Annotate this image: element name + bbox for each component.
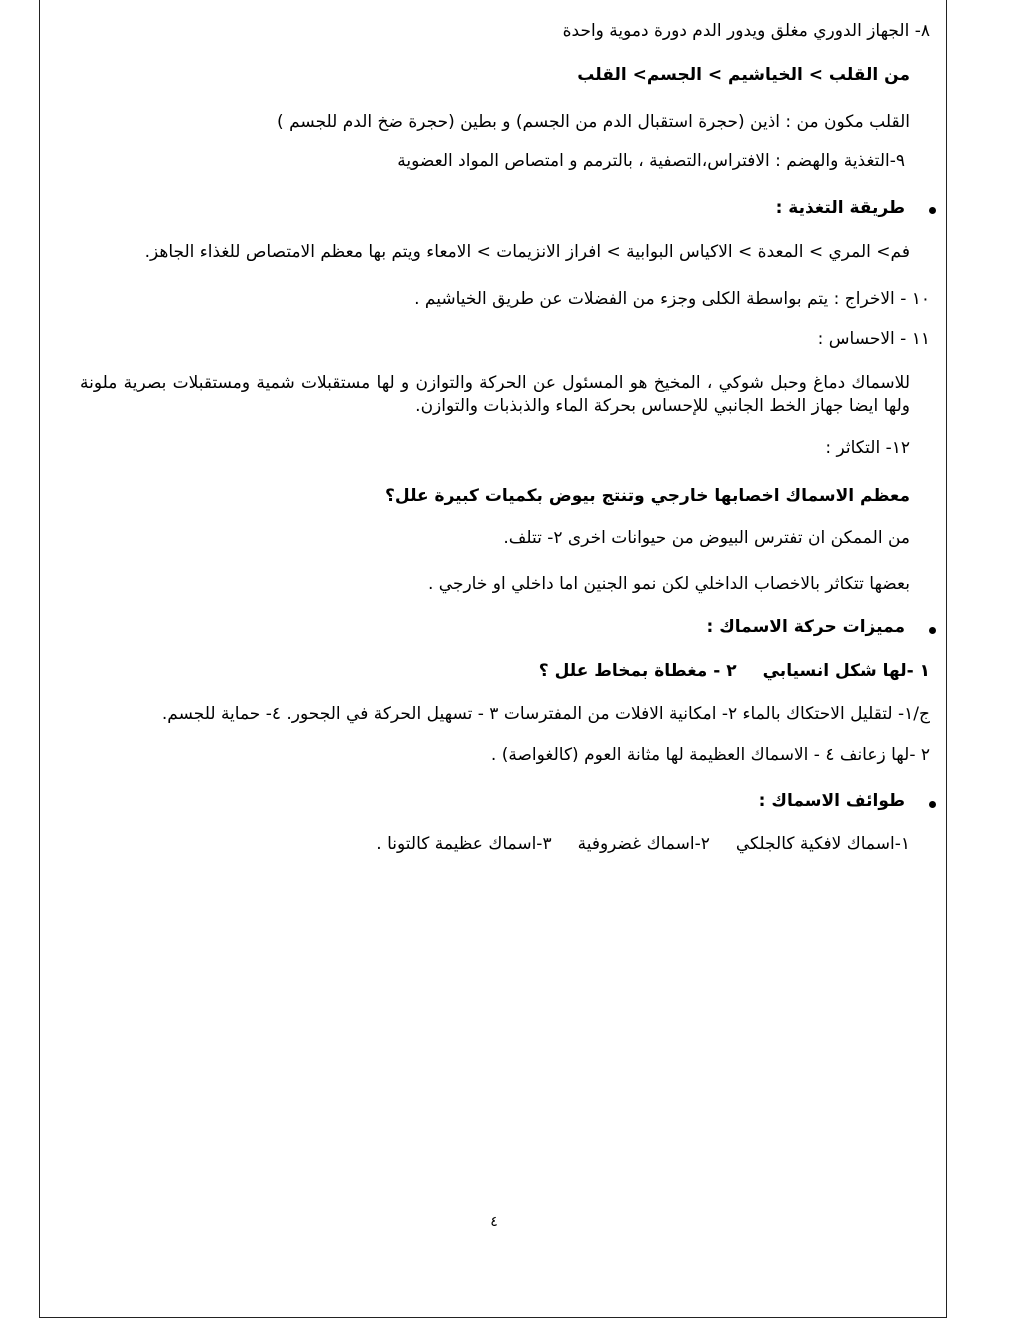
sensation-paragraph: للاسماك دماغ وحبل شوكي ، المخيخ هو المسئول عن الحركة والتوازن و لها مستقبلات شمية ومستقبلات بصرية ملونة ولها ايضا جهاز الخط الجانبي للإحساس بحركة الماء والذبذبات والتوازن.: [80, 373, 910, 416]
digestive-path-line: فم> المري > المعدة > الاكياس البوابية > افراز الانزيمات > الامعاء ويتم بها معظم الامتصاص للغذاء الجاهز.: [144, 242, 910, 262]
fish-groups-line: [376, 833, 910, 855]
bullet-icon: [929, 627, 936, 634]
heart-structure-line: القلب مكون من : اذين (حجرة استقبال الدم من الجسم) و بطين (حجرة ضخ الدم للجسم ): [277, 112, 910, 132]
bullet-icon: [929, 801, 936, 808]
reproduction-question: معظم الاسماك اخصابها خارجي وتنتج بيوض بكميات كبيرة علل؟: [385, 486, 910, 506]
circulatory-system-line: ٨- الجهاز الدوري مغلق ويدور الدم دورة دموية واحدة: [562, 21, 930, 41]
internal-fertilization-line: بعضها تتكاثر بالاخصاب الداخلي لكن نمو الجنين اما داخلي او خارجي .: [427, 574, 910, 594]
bullet-icon: [929, 207, 936, 214]
fins-bladder-line: ٢ -لها زعانف ٤ - الاسماك العظيمة لها مثانة العوم (كالغواصة) .: [490, 745, 930, 765]
movement-features-heading: مميزات حركة الاسماك :: [706, 617, 905, 637]
movement-features-line: [539, 660, 930, 682]
streamlined-shape-text: ١ -لها شكل انسيابي: [762, 661, 930, 681]
sensation-heading: ١١ - الاحساس :: [817, 329, 930, 349]
page-number: ٤: [490, 1214, 498, 1230]
nutrition-line: ٩-التغذية والهضم : الافتراس،التصفية ، بالترمم و امتصاص المواد العضوية: [397, 151, 905, 171]
mucus-reasons-line: ج/١- لتقليل الاحتكاك بالماء ٢- امكانية الافلات من المفترسات ٣ - تسهيل الحركة في الجحور. ٤- حماية للجسم.: [161, 704, 930, 724]
feeding-method-heading: طريقة التغذية :: [775, 198, 905, 218]
reproduction-answer-line: من الممكن ان تفترس البيوض من حيوانات اخرى ٢- تتلف.: [503, 528, 910, 548]
cartilaginous-fish-text: ٢-اسماك غضروفية: [577, 834, 710, 854]
fish-groups-heading: طوائف الاسماك :: [758, 791, 905, 811]
bony-fish-text: ٣-اسماك عظيمة كالتونا .: [376, 834, 552, 854]
excretion-line: ١٠ - الاخراج : يتم بواسطة الكلى وجزء من الفضلات عن طريق الخياشيم .: [414, 289, 930, 309]
mucus-covered-text: ٢ - مغطاة بمخاط علل ؟: [538, 661, 737, 681]
blood-path-line: من القلب > الخياشيم > الجسم> القلب: [577, 65, 910, 85]
jawless-fish-text: ١-اسماك لافكية كالجلكي: [735, 834, 910, 854]
reproduction-heading: ١٢- التكاثر :: [825, 438, 910, 458]
